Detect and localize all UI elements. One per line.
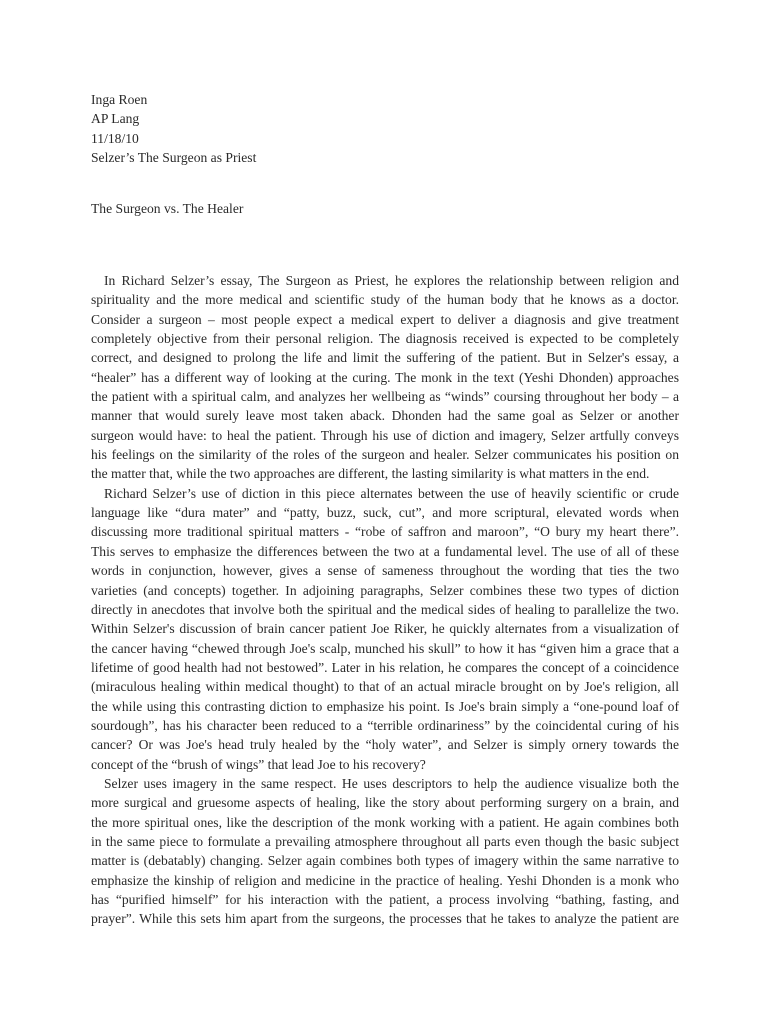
body-line: discussing more traditional spiritual matters - “robe of saffron and maroon”, “O bury my heart there”. <box>91 524 679 540</box>
body-line: has “purified himself” for his interaction with the patient, a process involving “bathing, fasting, and <box>91 892 679 907</box>
body-line: sourdough”, has his character been reduced to a “terrible ordinariness” by the coincidental curing of his <box>91 717 679 733</box>
body-line: spirituality and the more medical and scientific study of the human body that he knows as a doctor. <box>91 292 679 308</box>
body-line: lifetime of good health had not bestowed”. Later in his relation, he compares the concept of a coincidence <box>91 659 679 675</box>
body-line: Richard Selzer’s use of diction in this piece alternates between the use of heavily scientific or crude <box>104 485 679 501</box>
body-line: the cancer having “chewed through Joe's scalp, munched his skull” to how it has “given him a grace that a <box>91 640 679 656</box>
essay-title: The Surgeon vs. The Healer <box>91 201 244 216</box>
body-line: “healer” has a different way of looking at the curing. The monk in the text (Yeshi Dhonden) approaches <box>91 369 679 385</box>
document-header <box>91 90 691 167</box>
body-line: Consider a surgeon – most people expect a medical expert to deliver a diagnosis and give treatment <box>91 311 679 327</box>
body-line: words in conjunction, however, gives a sense of sameness throughout the wording that ties the two <box>91 563 679 579</box>
assignment-title: Selzer’s The Surgeon as Priest <box>91 150 257 166</box>
body-line: the while using this contrasting diction to emphasize his point. Is Joe's brain simply a “one-pound loaf of <box>91 698 679 714</box>
course-name: AP Lang <box>91 111 140 127</box>
body-line: completely objective from their personal religion. The diagnosis received is expected to be completely <box>91 331 679 347</box>
body-line: Within Selzer's discussion of brain cancer patient Joe Riker, he quickly alternates from a visualization of <box>91 621 679 637</box>
body-line: his feelings on the similarity of the roles of the surgeon and healer. Selzer communicates his position on <box>91 447 679 463</box>
body-line: the more spiritual ones, like the description of the monk working with a patient. He again combines both <box>91 814 679 830</box>
author-name: Inga Roen <box>91 92 148 107</box>
body-line: varieties (and concepts) together. In adjoining paragraphs, Selzer combines these two types of diction <box>91 582 679 598</box>
essay-body <box>91 271 679 929</box>
body-line: concept of the “brush of wings” that lead Joe to his recovery? <box>91 756 426 772</box>
body-line: the patient with a spiritual calm, and analyzes her wellbeing as “winds” coursing throughout her body – a <box>91 389 679 405</box>
body-line: the matter that, while the two approaches are different, the lasting similarity is what matters in the end. <box>91 466 650 482</box>
body-line: in the same piece to formulate a prevailing atmosphere throughout all parts even though the basic subject <box>91 833 679 849</box>
body-line: directly in anecdotes that involve both the spiritual and the medical sides of healing to parallelize the two. <box>91 601 679 617</box>
body-line: (miraculous healing within medical thought) to that of an actual miracle brought on by Joe's religion, all <box>91 679 679 695</box>
body-line: surgeon would have: to heal the patient. Through his use of diction and imagery, Selzer artfully conveys <box>91 427 679 443</box>
body-line: Selzer uses imagery in the same respect. He uses descriptors to help the audience visualize both the <box>104 775 679 791</box>
body-line: manner that would surely leave most taken aback. Dhonden had the same goal as Selzer or another <box>91 408 679 424</box>
body-line: language like “dura mater” and “patty, buzz, suck, cut”, and more scriptural, elevated words when <box>91 505 679 521</box>
body-line: matter is (debatably) changing. Selzer again combines both types of imagery within the same narrative to <box>91 853 679 869</box>
body-line: prayer”. While this sets him apart from the surgeons, the processes that he takes to analyze the patient are <box>91 911 679 927</box>
body-line: This serves to emphasize the differences between the two at a fundamental level. The use of all of these <box>91 543 679 559</box>
body-line: correct, and designed to prolong the life and limit the suffering of the patient. But in Selzer's essay, a <box>91 350 679 366</box>
body-line: In Richard Selzer’s essay, The Surgeon as Priest, he explores the relationship between religion and <box>104 273 679 288</box>
body-line: more surgical and gruesome aspects of healing, like the story about performing surgery on a brain, and <box>91 795 679 811</box>
body-line: cancer? Or was Joe's head truly healed by the “holy water”, and Selzer is simply ornery towards the <box>91 737 679 753</box>
document-date: 11/18/10 <box>91 130 139 146</box>
body-line: emphasize the kinship of religion and medicine in the practice of healing. Yeshi Dhonden is a monk who <box>91 872 679 888</box>
